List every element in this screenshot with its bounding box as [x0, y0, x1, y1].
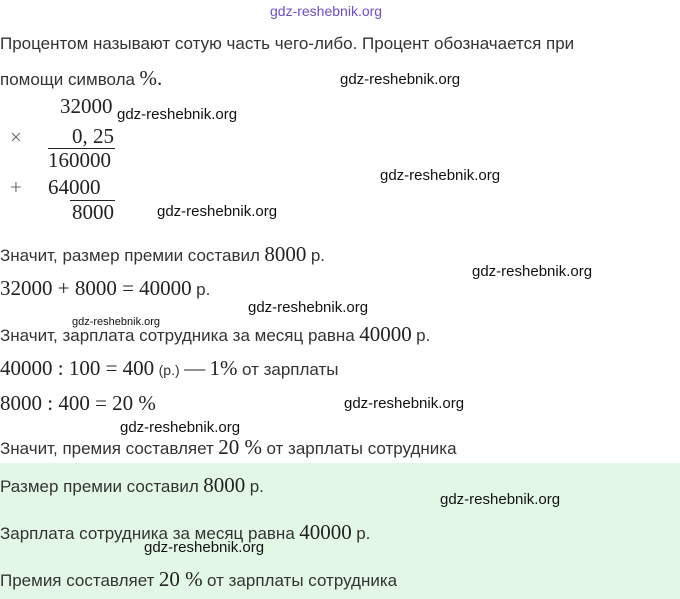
answer-1-value: 8000 — [203, 473, 246, 497]
answer-1 — [0, 473, 264, 498]
answer-3 — [0, 567, 397, 592]
step-3-value: 40000 — [359, 322, 412, 346]
answer-2-value: 40000 — [299, 520, 352, 544]
step-4-percent: 1% — [209, 356, 238, 380]
step-1-text: Значит, размер премии составил — [0, 246, 260, 265]
answer-3-post: от зарплаты сотрудника — [207, 571, 398, 590]
watermark: gdz-reshebnik.org — [472, 263, 593, 280]
watermark: gdz-reshebnik.org — [117, 106, 238, 123]
step-4 — [0, 356, 339, 381]
step-1-value: 8000 — [264, 242, 307, 266]
step-3 — [0, 322, 430, 347]
times-sign: × — [10, 125, 22, 149]
step-1-unit: р. — [310, 246, 326, 265]
watermark: gdz-reshebnik.org — [157, 203, 278, 220]
answer-1-text: Размер премии составил — [0, 477, 199, 496]
step-4-text: от зарплаты — [242, 360, 339, 379]
answer-3-value: 20 % — [158, 567, 203, 591]
step-1 — [0, 242, 325, 267]
intro-line-1: Процентом называют сотую часть чего-либо. Процент обозначается при — [0, 34, 575, 53]
step-5 — [0, 391, 156, 416]
step-3-text: Значит, зарплата сотрудника за месяц равна — [0, 326, 355, 345]
answer-2-unit: р. — [356, 524, 371, 543]
multiplier: 0, 25 — [72, 124, 114, 148]
answer-2-text: Зарплата сотрудника за месяц равна — [0, 524, 295, 543]
step-6-post: от зарплаты сотрудника — [266, 439, 457, 458]
watermark-top: gdz-reshebnik.org — [270, 3, 383, 19]
step-3-unit: р. — [416, 326, 431, 345]
watermark: gdz-reshebnik.org — [144, 539, 265, 556]
step-6 — [0, 435, 457, 460]
watermark: gdz-reshebnik.org — [344, 395, 465, 412]
answer-3-text: Премия составляет — [0, 571, 155, 590]
watermark: gdz-reshebnik.org — [120, 419, 241, 436]
answer-1-unit: р. — [249, 477, 264, 496]
step-4-unit: (р.) — [158, 362, 180, 378]
step-2-expr: 32000 + 8000 = 40000 — [0, 276, 192, 300]
intro-line-2-text: помощи символа — [0, 70, 135, 89]
partial-product-2: 64000 — [48, 175, 101, 199]
partial-product-1: 160000 — [48, 148, 111, 172]
watermark: gdz-reshebnik.org — [380, 167, 501, 184]
percent-symbol: %. — [139, 66, 163, 90]
intro-line-2 — [0, 66, 162, 91]
step-4-expr: 40000 : 100 = 400 — [0, 356, 155, 380]
plus-sign: + — [10, 175, 22, 199]
step-5-expr: 8000 : 400 = 20 % — [0, 391, 156, 415]
step-2 — [0, 276, 210, 301]
watermark: gdz-reshebnik.org — [340, 71, 461, 88]
step-6-text: Значит, премия составляет — [0, 439, 214, 458]
step-6-value: 20 % — [218, 435, 263, 459]
product-result: 8000 — [72, 200, 114, 224]
step-2-unit: р. — [196, 280, 211, 299]
watermark: gdz-reshebnik.org — [440, 491, 561, 508]
step-4-dash: — — [184, 356, 206, 380]
watermark-small: gdz-reshebnik.org — [72, 316, 161, 328]
multiplicand: 32000 — [60, 94, 113, 118]
watermark: gdz-reshebnik.org — [248, 299, 369, 316]
